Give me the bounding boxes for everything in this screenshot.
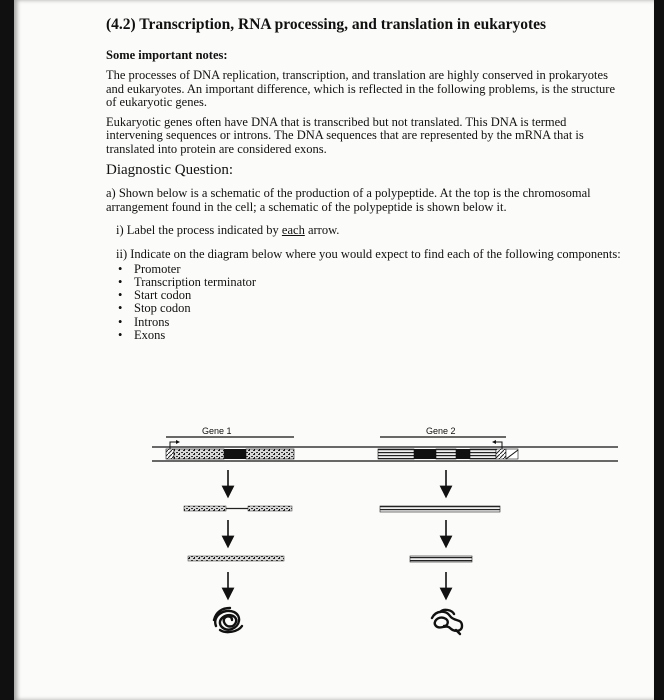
gene2-mature-mrna	[410, 556, 472, 562]
gene1-polypeptide	[214, 608, 242, 632]
gene1-start-region	[166, 449, 174, 459]
question-ii: ii) Indicate on the diagram below where you would expect to find each of the following components:	[116, 246, 621, 261]
gene2-exon-2	[436, 449, 456, 459]
list-item: • Transcription terminator	[118, 276, 626, 289]
diagnostic-heading: Diagnostic Question:	[106, 162, 234, 178]
page-title: (4.2) Transcription, RNA processing, and translation in eukaryotes	[106, 16, 547, 33]
list-item: • Exons	[118, 329, 626, 342]
gene-expression-diagram	[108, 422, 628, 652]
gene2-intron-2	[456, 449, 470, 459]
gene2-polypeptide	[432, 610, 462, 634]
gene1-intron	[224, 449, 246, 459]
gene2-intron-1	[414, 449, 436, 459]
question-i-end: arrow.	[304, 223, 340, 237]
gene2-exon-1	[378, 449, 414, 459]
gene1-exon-1	[174, 449, 224, 459]
list-item: • Introns	[118, 316, 626, 329]
notes-heading: Some important notes:	[106, 48, 228, 62]
document-page	[14, 0, 654, 700]
gene1-exon-2	[246, 449, 294, 459]
question-i-emphasis: each	[281, 223, 305, 237]
gene1-pre-mrna-exon1	[184, 506, 226, 511]
gene1-label: Gene 1	[202, 426, 232, 436]
gene2-label: Gene 2	[426, 426, 456, 436]
list-item: • Start codon	[118, 289, 626, 302]
list-item: • Promoter	[118, 263, 626, 276]
question-a: a) Shown below is a schematic of the production of a polypeptide. At the top is the chromosomal arrangement found in the cell; a schematic of the polypeptide is shown below it.	[106, 186, 591, 214]
gene1-mature-mrna	[188, 556, 284, 561]
diagram-svg	[108, 422, 628, 652]
gene2-pre-mrna	[380, 506, 500, 512]
components-list	[118, 263, 626, 342]
question-i-text: i) Label the process indicated by	[116, 223, 282, 237]
list-item: • Stop codon	[118, 302, 626, 315]
document-content	[106, 16, 626, 342]
question-i	[116, 224, 626, 238]
gene2-end-region	[496, 449, 506, 459]
gene2-exon-3	[470, 449, 496, 459]
notes-paragraph-1: The processes of DNA replication, transcription, and translation are highly conserved in prokaryotes and eukaryotes. An important difference, which is reflected in the following problems, is the structure of eukaryotic genes.	[106, 68, 615, 109]
gene1-pre-mrna-exon2	[248, 506, 292, 511]
notes-paragraph-2: Eukaryotic genes often have DNA that is transcribed but not translated. This DNA is termed intervening sequences or introns. The DNA sequences that are represented by the mRNA that is translated into protein are considered exons.	[106, 114, 584, 156]
